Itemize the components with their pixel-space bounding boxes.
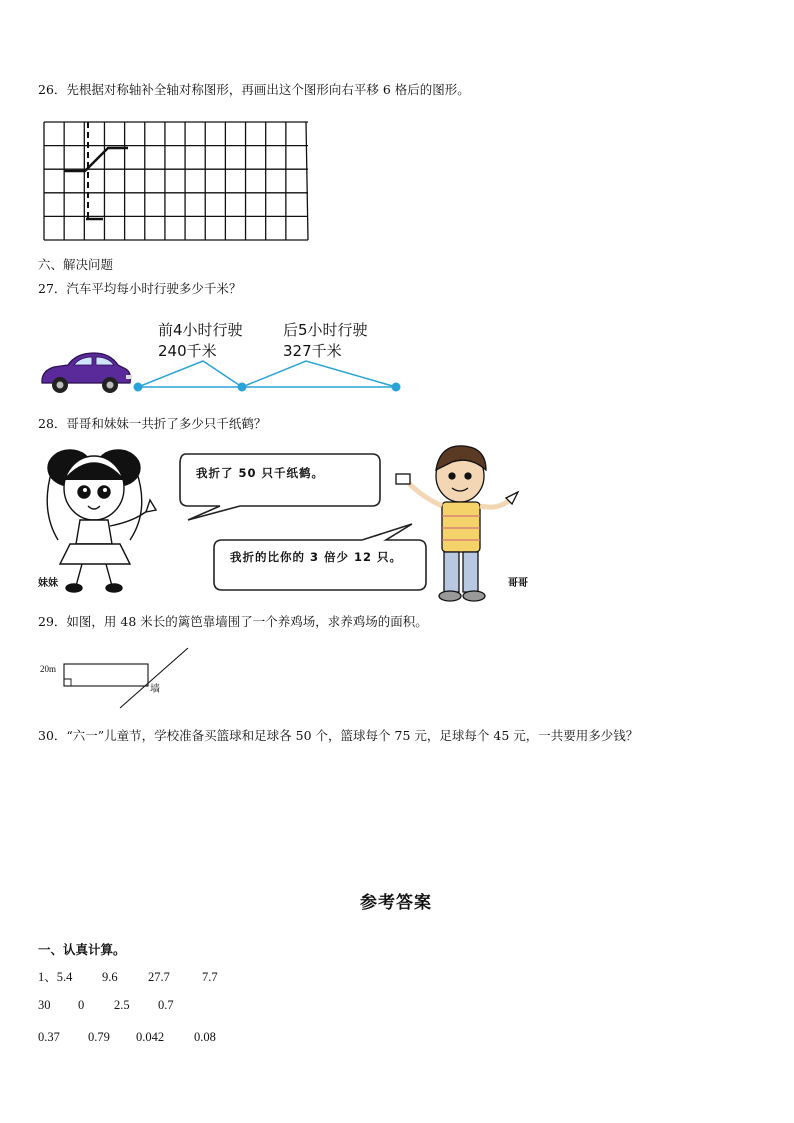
answer-cell: 0.042 — [136, 1030, 165, 1044]
speech-bubble-girl — [180, 454, 380, 520]
boy-label: 哥哥 — [508, 578, 528, 589]
question-29-text: 29．如图，用 48 米长的篱笆靠墙围了一个养鸡场，求养鸡场的面积。 — [38, 614, 428, 629]
chicken-farm-diagram — [60, 642, 200, 712]
speech-bubble-girl-text: 我折了 50 只千纸鹤。 — [196, 466, 325, 480]
answer-cell: 0.08 — [194, 1030, 216, 1044]
segment2-label-line1: 后5小时行驶 — [283, 321, 368, 339]
segment1-label-line2: 240千米 — [158, 342, 217, 360]
grid-figure — [40, 116, 312, 244]
side-length-label: 20m — [40, 664, 57, 674]
answer-cell: 0.37 — [38, 1030, 60, 1044]
question-28-text: 28．哥哥和妹妹一共折了多少只千纸鹤？ — [38, 416, 267, 431]
answers-title: 参考答案 — [360, 893, 432, 913]
answers-row-3 — [38, 1030, 234, 1045]
segment1-label-line1: 前4小时行驶 — [158, 321, 243, 339]
answer-cell: 30 — [38, 998, 51, 1012]
grid-line — [306, 122, 308, 240]
answer-cell: 0 — [78, 998, 85, 1012]
answer-cell: 7.7 — [202, 970, 218, 984]
answer-cell: 2.5 — [114, 998, 130, 1012]
girl-illustration — [47, 450, 156, 592]
answer-cell: 0.79 — [88, 1030, 110, 1044]
girl-label: 妹妹 — [38, 578, 58, 589]
answers-row-2 — [38, 998, 198, 1013]
answers-section-1: 一、认真计算。 — [38, 942, 126, 957]
fence-rectangle — [64, 664, 148, 686]
car-icon — [42, 353, 132, 393]
right-angle-mark — [64, 679, 71, 686]
question-26-text: 26．先根据对称轴补全轴对称图形，再画出这个图形向右平移 6 格后的图形。 — [38, 82, 470, 97]
section-6-title: 六、解决问题 — [38, 257, 114, 272]
answer-cell: 0.7 — [158, 998, 174, 1012]
answer-cell: 27.7 — [148, 970, 170, 984]
wall-line — [120, 648, 188, 708]
question-30-text: 30．“六一”儿童节，学校准备买篮球和足球各 50 个，篮球每个 75 元，足球每个 45 元，一共要用多少钱？ — [38, 728, 639, 743]
figure-half-shape — [64, 148, 128, 171]
answer-cell: 1、5.4 — [38, 970, 73, 984]
wall-label: 墙 — [150, 684, 160, 695]
question-27-text: 27．汽车平均每小时行驶多少千米？ — [38, 281, 242, 296]
speech-bubble-boy-text: 我折的比你的 3 倍少 12 只。 — [230, 550, 403, 564]
segment2-label-line2: 327千米 — [283, 342, 342, 360]
answers-row-1 — [38, 967, 242, 985]
answer-cell: 9.6 — [102, 970, 118, 984]
distance-line-diagram — [38, 345, 408, 400]
